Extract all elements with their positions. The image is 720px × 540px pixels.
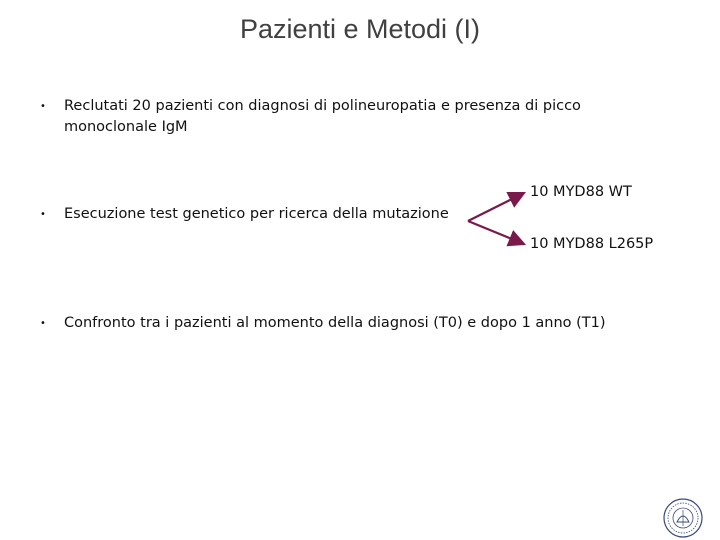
bullet-marker: • bbox=[40, 318, 46, 329]
arrow-to-l265p bbox=[468, 221, 524, 244]
bullet-text: Reclutati 20 pazienti con diagnosi di polineuropatia e presenza di picco monoclonale IgM bbox=[64, 98, 581, 135]
branch-l265p: 10 MYD88 L265P bbox=[530, 236, 654, 252]
bullet-text: Confronto tra i pazienti al momento della diagnosi (T0) e dopo 1 anno (T1) bbox=[64, 315, 606, 331]
footer-watermark bbox=[440, 512, 640, 528]
university-seal-icon bbox=[658, 496, 708, 540]
bullet-comparison bbox=[40, 313, 664, 334]
slide-title: Pazienti e Metodi (I) bbox=[239, 14, 481, 44]
arrow-to-wt bbox=[468, 193, 524, 221]
bullet-marker: • bbox=[40, 101, 46, 112]
branch-wt: 10 MYD88 WT bbox=[530, 184, 632, 200]
bullet-marker: • bbox=[40, 209, 46, 220]
bullet-text: Esecuzione test genetico per ricerca della mutazione bbox=[64, 206, 449, 222]
